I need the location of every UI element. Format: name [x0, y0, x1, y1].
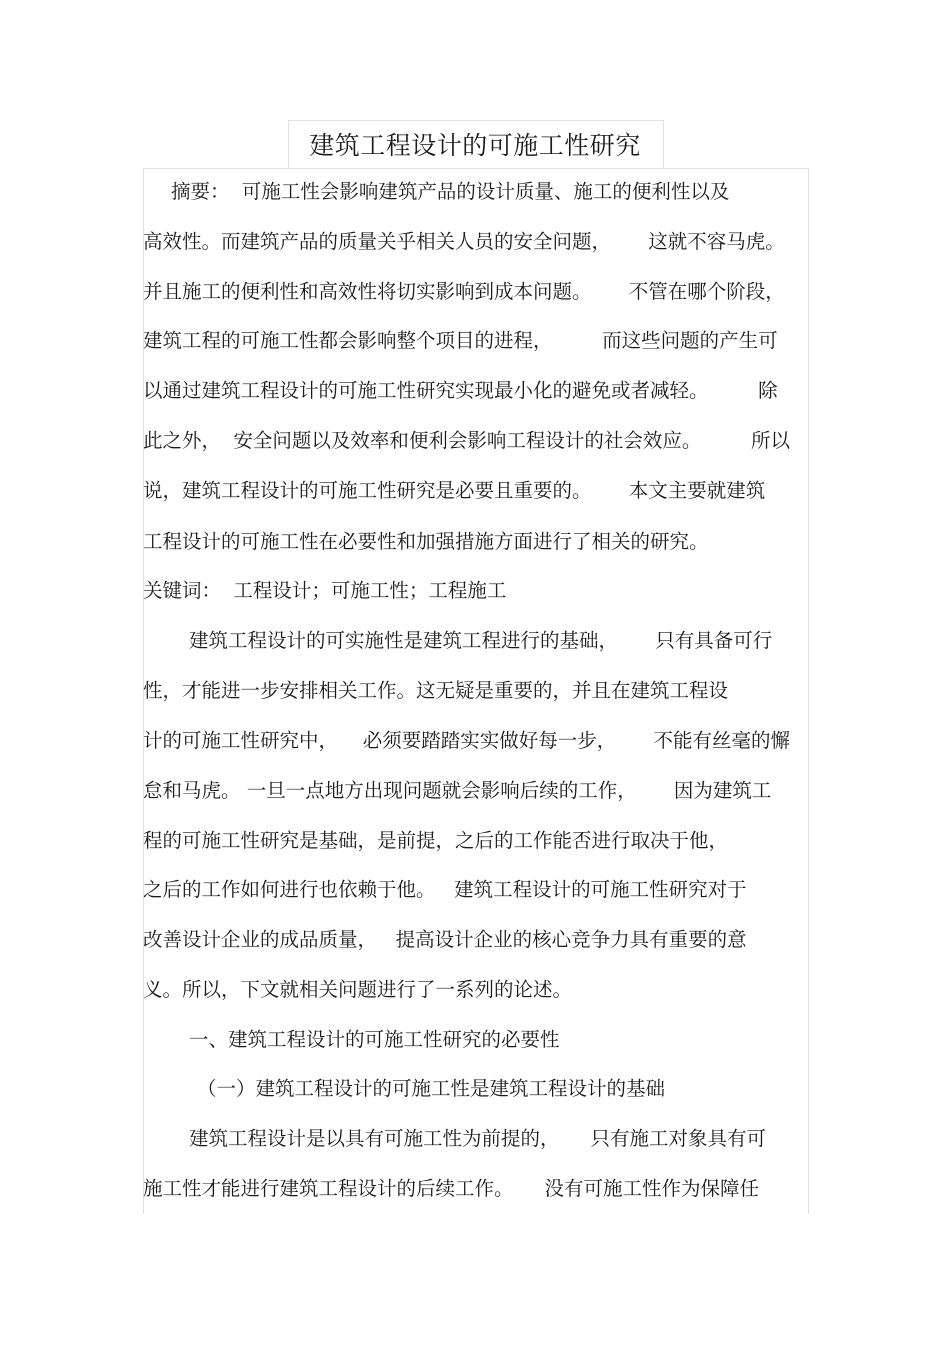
abstract-line-1: 摘要： 可施工性会影响建筑产品的设计质量、施工的便利性以及 — [171, 180, 730, 203]
paragraph-line-6: 之后的工作如何进行也依赖于他。 建筑工程设计的可施工性研究对于 — [143, 878, 747, 901]
section-line-2: 施工性才能进行建筑工程设计的后续工作。 没有可施工性作为保障任 — [143, 1177, 759, 1200]
abstract-line-3: 并且施工的便利性和高效性将切实影响到成本问题。 不管在哪个阶段， — [143, 280, 785, 303]
section-line-1: 建筑工程设计是以具有可施工性为前提的， 只有施工对象具有可 — [189, 1127, 766, 1150]
paragraph-line-4: 怠和马虎。 一旦一点地方出现问题就会影响后续的工作， 因为建筑工 — [143, 779, 772, 802]
abstract-line-4: 建筑工程的可施工性都会影响整个项目的进程， 而这些问题的产生可 — [143, 329, 778, 352]
abstract-line-8: 工程设计的可施工性在必要性和加强措施方面进行了相关的研究。 — [143, 530, 709, 553]
paragraph-line-1: 建筑工程设计的可实施性是建筑工程进行的基础， 只有具备可行 — [189, 629, 773, 652]
abstract-line-6: 此之外， 安全问题以及效率和便利会影响工程设计的社会效应。 所以 — [143, 429, 790, 452]
abstract-line-2: 高效性。而建筑产品的质量关乎相关人员的安全问题， 这就不容马虎。 — [143, 230, 785, 253]
paragraph-line-8: 义。所以，下文就相关问题进行了一系列的论述。 — [143, 978, 573, 1001]
paragraph-line-3: 计的可施工性研究中， 必须要踏踏实实做好每一步， 不能有丝毫的懈 — [143, 729, 790, 752]
section-heading: 一、建筑工程设计的可施工性研究的必要性 — [189, 1028, 560, 1051]
paragraph-line-7: 改善设计企业的成品质量， 提高设计企业的核心竞争力具有重要的意 — [143, 928, 747, 951]
paragraph-line-5: 程的可施工性研究是基础，是前提，之后的工作能否进行取决于他， — [143, 829, 729, 852]
subsection-heading: （一）建筑工程设计的可施工性是建筑工程设计的基础 — [197, 1077, 666, 1100]
keywords-line: 关键词： 工程设计；可施工性；工程施工 — [143, 579, 507, 602]
paragraph-line-2: 性，才能进一步安排相关工作。这无疑是重要的，并且在建筑工程设 — [143, 679, 729, 702]
document-title: 建筑工程设计的可施工性研究 — [309, 131, 641, 160]
abstract-line-5: 以通过建筑工程设计的可施工性研究实现最小化的避免或者减轻。 除 — [143, 379, 778, 402]
abstract-line-7: 说，建筑工程设计的可施工性研究是必要且重要的。 本文主要就建筑 — [143, 479, 766, 502]
